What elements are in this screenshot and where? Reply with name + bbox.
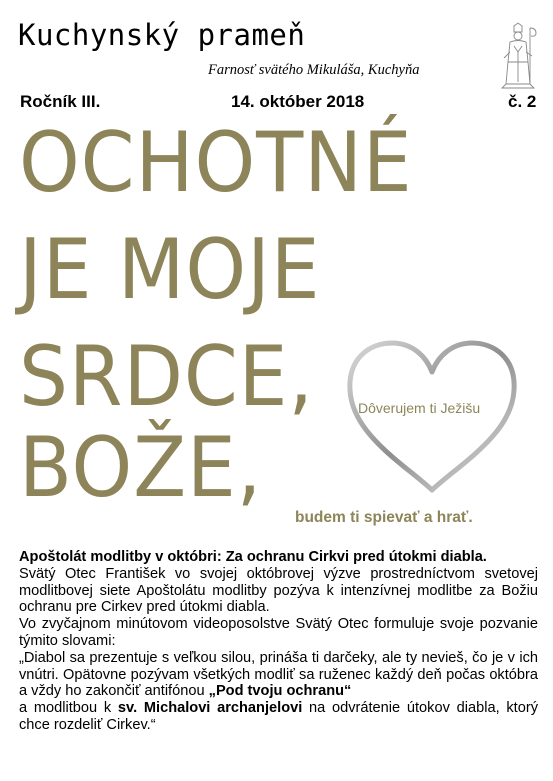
quote-middle: a modlitbou k: [19, 700, 118, 717]
issue-number: č. 2: [508, 92, 537, 111]
hero-line-2: JE MOJE: [19, 221, 321, 318]
hero-line-1: OCHOTNÉ: [19, 114, 413, 211]
hero-line-4: BOŽE,: [19, 419, 263, 516]
archangel-name: sv. Michalovi archanjelovi: [117, 700, 303, 717]
article-paragraph-1: Svätý Otec František vo svojej októbrovej výzve prostredníctvom svetovej modlitbovej siete Apoštolátu modlitby pozýva k intenzívnej modlitbe za Božiu ochranu pre Cirkev pred útokmi diabla.: [19, 565, 538, 616]
antiphon-name: „Pod tvoju ochranu“: [208, 683, 352, 700]
hero-line-3: SRDCE,: [19, 328, 314, 425]
quote-end: na odvrátenie útokov diabla, ktorý chce rozdeliť Cirkev.“: [19, 700, 538, 733]
article: [19, 549, 538, 734]
issue-date: 14. október 2018: [231, 92, 365, 111]
article-heading: Apoštolát modlitby v októbri: Za ochranu Cirkvi pred útokmi diabla.: [19, 549, 487, 565]
quote-start: „Diabol sa prezentuje s veľkou silou, prináša ti darčeky, ale ty nevieš, čo je v ich vnútri. Opätovne pozývam všetkých modliť sa ruženec každý deň počas októbra a vždy ho zakončiť antifónou: [19, 649, 538, 700]
saint-nicholas-icon: [496, 22, 540, 90]
heart-icon: [344, 338, 520, 496]
parish-subtitle: Farnosť svätého Mikuláša, Kuchyňa: [208, 62, 420, 78]
heart-caption: Dôverujem ti Ježišu: [358, 400, 481, 416]
article-quote: [19, 650, 538, 734]
hero-continuation: budem ti spievať a hrať.: [295, 509, 473, 526]
article-paragraph-2: Vo zvyčajnom minútovom videoposolstve Svätý Otec formuluje svoje pozvanie týmito slovami:: [19, 616, 538, 649]
masthead-title: Kuchynský prameň: [18, 18, 306, 52]
volume-number: Ročník III.: [20, 92, 101, 111]
